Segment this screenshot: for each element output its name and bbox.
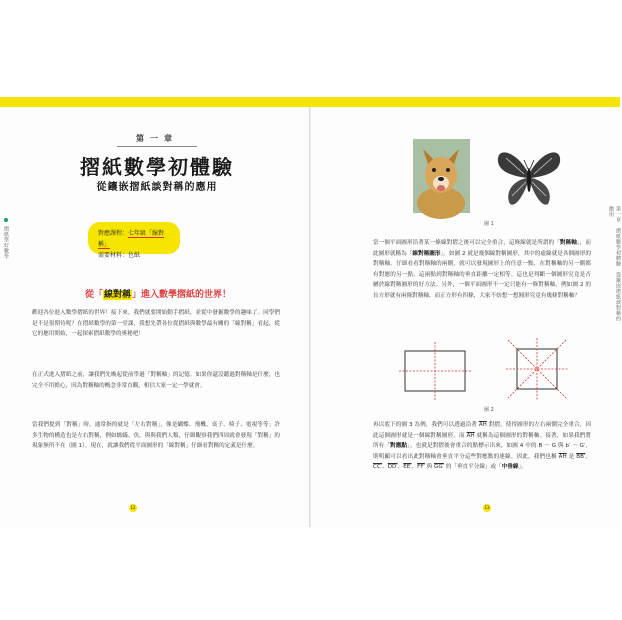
course-value: 七年級「線對稱」 bbox=[98, 230, 165, 248]
section-heading-pre: 從「 bbox=[84, 290, 103, 300]
right-paragraph-1 bbox=[373, 238, 591, 302]
term-perpendicular-bisector: 中垂線 bbox=[501, 464, 519, 471]
text-run: 就稱為這個圖形的對稱軸。接著，如果我們將所有「 bbox=[373, 432, 592, 450]
book-spine bbox=[309, 107, 311, 527]
right-paragraph-2 bbox=[373, 420, 591, 473]
section-heading-post: 」進入數學摺紙的世界！ bbox=[132, 290, 232, 300]
separator: 、 bbox=[397, 464, 404, 471]
butterfly-illustration bbox=[494, 148, 564, 210]
text-run: 與 bbox=[424, 464, 435, 471]
left-paragraph-1: 歡迎各位進入數學摺紙的世界！接下來，我們就要開始動手摺紙，並從中發掘數學的趣味了。同學們是不是很期待呢？在摺紙數學的第一堂課，我想先帶各位從摺紙與數學最有關的「線對稱」看起，從它的應用開始，一起探索摺紙數學的奧秘吧！ bbox=[32, 310, 280, 338]
text-run: 」，而此圖形就稱為「 bbox=[373, 240, 591, 257]
right-side-tab: 第一章 摺紙數學初體驗 從鑲嵌摺紙談對稱的應用 bbox=[608, 206, 621, 322]
segment-ff: FF′ bbox=[417, 464, 425, 471]
square-symmetry-figure bbox=[506, 338, 568, 400]
course-prefix: 對應課程： bbox=[98, 230, 129, 237]
separator: 、 bbox=[382, 464, 388, 471]
page-subtitle: 從鑲嵌摺紙談對稱的應用 bbox=[96, 182, 218, 193]
text-run: 對摺，使得圖形的左右兩側完全重合，因此這個圖形就是一個線對稱圖形，而 bbox=[373, 422, 591, 439]
segment-ah: $\overline{AH}$ bbox=[478, 422, 487, 428]
left-side-tab bbox=[3, 218, 10, 259]
term-axis: 對稱軸 bbox=[559, 240, 577, 246]
dog-photo bbox=[413, 139, 470, 213]
course-info-box bbox=[88, 222, 180, 259]
text-run: 」。如圖 2 就是幾個線對稱圖形，其中的虛線就是各個圖形的對稱軸。仔細看看對稱軸的兩側，就可以發現圖形上的任意一點，在對稱軸的另一側都有對應的另一點，這兩點到對稱軸的垂直距離一定相等。這也是判斷一個圖形究竟是否屬於線對稱圖形的好方法。另外，一個平面圖形不一定只能有一條對稱軸，例如圖 2 的長方形就有兩條對稱軸，而正方形有四條，大家不妨想一想圓形究竟有幾條對稱軸？ bbox=[373, 250, 591, 299]
text-run: 當一個平面圖形沿著某一條線對摺之後可以完全重合，這條線就是所謂的「 bbox=[373, 240, 560, 246]
segment-ah: $\overline{AH}$ bbox=[558, 453, 567, 460]
segment-ee: EE′ bbox=[403, 464, 412, 471]
term-corresponding-points: 對應點 bbox=[390, 443, 408, 450]
separator: 、 bbox=[585, 453, 591, 460]
rectangle-symmetry-figure bbox=[399, 342, 471, 400]
materials-line: 需要材料：色紙 bbox=[98, 252, 141, 259]
text-run: 」。 bbox=[518, 464, 527, 471]
figure-2-caption: 圖 2 bbox=[484, 407, 494, 413]
figure-1-caption: 圖 1 bbox=[484, 221, 494, 227]
top-color-bar bbox=[0, 97, 620, 107]
text-run: 」，也就是對摺後會重合的點標示出來，如圖 4 中的 B ～ G 與 b′ ～ G′，則明顯可以看出此對稱軸會垂直平分這些對應點的連線。因此，我們也稱 bbox=[373, 443, 591, 460]
section-heading bbox=[58, 287, 258, 300]
segment-ah: $\overline{AH}$ bbox=[466, 432, 475, 439]
left-paragraph-2: 在正式進入摺紙之前，讓我們先喚起從前學過「對稱軸」的記憶。如果你還沒聽過對稱軸是什麼，也完全不用擔心，因為對稱軸的概念非常直觀，相信大家一定一學就會。 bbox=[32, 372, 280, 389]
left-paragraph-3: 當我們提到「對稱」時，通常指的就是「左右對稱」，像是蝴蝶、飛機、桌子、椅子、電視等等；許多生物的構造也是左右對稱，例如螞蟻、魚，與與我們人類，仔細觀察我們四周就會發現「對稱」的現象無所不在（圖 1）。現在，就讓我們從平面圖形的「線對稱」仔細看對稱的定義是什麼。 bbox=[32, 422, 280, 450]
side-tab-dot-icon bbox=[4, 218, 8, 222]
text-run: 再以底下的圖 3 為例，我們可以透過沿著 bbox=[373, 422, 479, 428]
right-page-number: 13 bbox=[484, 505, 490, 510]
chapter-label: 第一章 bbox=[117, 133, 197, 147]
term-line-symmetric: 線對稱圖形 bbox=[412, 250, 441, 257]
segment-cc: CC′ bbox=[373, 464, 383, 471]
page-title: 摺紙數學初體驗 bbox=[80, 155, 234, 179]
separator: 、 bbox=[411, 464, 418, 471]
left-side-tab-text: 摺紙學好數學 bbox=[3, 226, 9, 260]
text-run: 的「垂直平分線」或「 bbox=[443, 464, 502, 471]
left-page-number: 12 bbox=[130, 505, 136, 510]
segment-gg: GG′ bbox=[434, 464, 444, 471]
section-heading-highlight: 線對稱 bbox=[103, 290, 131, 300]
segment-bb: BB′ bbox=[576, 453, 586, 460]
segment-dd: DD′ bbox=[387, 464, 398, 471]
course-line bbox=[98, 228, 170, 250]
text-run: 是 bbox=[566, 453, 577, 460]
